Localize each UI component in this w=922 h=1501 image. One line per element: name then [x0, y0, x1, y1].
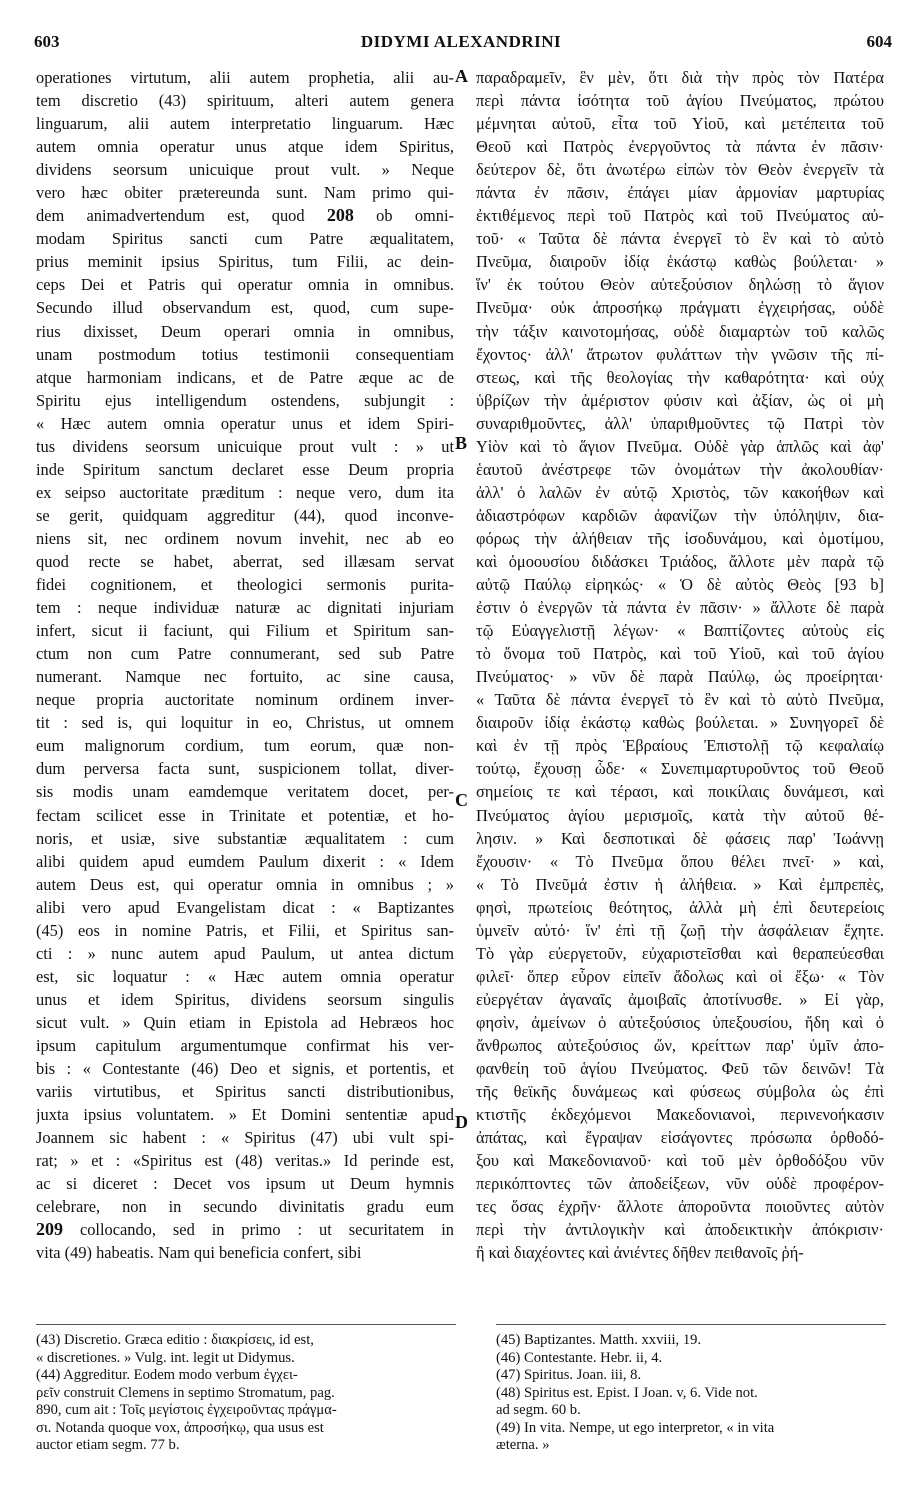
footnote-line: (47) Spiritus. Joan. iii, 8.: [496, 1367, 642, 1383]
footnote-line: ρεῖν construit Clemens in septimo Stromatum, pag.: [36, 1384, 335, 1401]
footnote-line: ad segm. 60 b.: [496, 1402, 581, 1418]
greek-text-line: φησὶ, πρωτείοις θεότητος, ἀλλὰ μὴ ἐπὶ δευτερείοις: [476, 897, 884, 917]
latin-text-line: neque propria auctoritate nominum ordinem inver-: [36, 690, 454, 710]
latin-text-line: ex seipso auctoritate præditum : neque vero, dum ita: [36, 482, 454, 502]
greek-text-line: φησὶν, ἀμείνων ὁ αὐτεξούσιος ὑπεξουσίου, ἤδη καὶ ὁ: [476, 1012, 884, 1032]
greek-text-line: ἀδιαστρόφων καρδιῶν ἀφανίζων τὴν ὑπόληψιν, δια-: [476, 505, 884, 525]
page-header: [0, 30, 922, 58]
latin-text-line: numerant. Namque nec fortuito, ac sine causa,: [36, 667, 454, 687]
greek-text-line: πάντα ἐν πᾶσιν, ἐπάγει μίαν ἁρμονίαν μαρτυρίας: [476, 183, 884, 203]
segment-number: 208: [326, 205, 354, 226]
latin-text-line: tem : neque individuæ naturæ ac dignitati injuriam: [36, 598, 454, 618]
latin-text-line: tem discretio (43) spirituum, alteri autem genera: [36, 91, 454, 111]
footnote-line: æterna. »: [496, 1437, 550, 1453]
greek-text-line: συναριθμοῦντες, ἀλλ' ὑπαριθμοῦντες τῷ Πατρὶ τὸν: [476, 413, 884, 433]
latin-text-line: autem Deus est, qui operatur omnia in omnibus ; »: [36, 874, 454, 894]
greek-text-line: ἵν' ἐκ τούτου Θεὸν αὐτεξούσιον δηλώσῃ τὸ ἅγιον: [476, 275, 884, 295]
latin-text-line: cti : » nunc autem apud Paulum, ut antea dictum: [36, 943, 454, 963]
latin-text-line: tit : sed is, qui loquitur in eo, Christus, ut omnem: [36, 713, 454, 733]
margin-letter-a: A: [455, 66, 468, 86]
greek-text-line: ὑβρίζων τὴν ἀμέριστον φύσιν καὶ ἀξίαν, ὡς οἱ μὴ: [476, 390, 884, 410]
greek-text-line: στεως, καὶ τῆς θεολογίας τὴν καθαρότητα· καὶ οὐχ: [476, 367, 884, 387]
latin-text-line: « Hæc autem omnia operatur unus et idem Spiri-: [36, 413, 454, 433]
latin-text-line: (45) eos in nomine Patris, et Filii, et Spiritus san-: [36, 920, 454, 940]
latin-text-line: est, sic loquatur : « Hæc autem omnia operatur: [36, 966, 454, 986]
greek-text-line: ἐκτιθέμενος περὶ τοῦ Πατρὸς καὶ τοῦ Πνεύματος αὐ-: [476, 206, 884, 226]
greek-text-line: φιλεῖ· ὅπερ εὗρον εἰπεῖν ἄδολως καὶ οἱ ἔξω· « Τὸν: [476, 966, 884, 986]
footnotes-left: [36, 1332, 456, 1455]
greek-text-line: τῆς θεϊκῆς δυνάμεως καὶ φύσεως σύμβολα ὡς ἐπὶ: [476, 1082, 884, 1102]
latin-text-line: fectam scilicet esse in Trinitate et potentiæ, et ho-: [36, 805, 454, 825]
greek-text-line: Πνεύματος· » νῦν δὲ παρὰ Παύλῳ, ὡς προείρηται·: [476, 667, 884, 687]
greek-text-line: περὶ τὴν ἀντιλογικὴν καὶ ἀποδεικτικὴν ἀπόκρισιν·: [476, 1220, 884, 1240]
latin-text-line: alibi vero apud Evangelistam dicat : « Baptizantes: [36, 897, 454, 917]
greek-text-line: τῷ Εὐαγγελιστῇ λέγων· « Βαπτίζοντες αὐτοὺς εἰς: [476, 621, 884, 641]
latin-text-line: quod recte se habet, aberrat, sed illæsam servat: [36, 551, 454, 571]
latin-text-line: bis : « Contestante (46) Deo et signis, et portentis, et: [36, 1059, 454, 1079]
margin-letter-c: C: [455, 790, 468, 810]
greek-text-line: ἀπάτας, καὶ ἔγραψαν εἰσάγοντες πρόσωπα ὀρθοδό-: [476, 1128, 884, 1148]
latin-text-line: prius meminit ipsius Spiritus, tum Filii, ac dein-: [36, 252, 454, 272]
footnote-rule-right: [496, 1324, 886, 1325]
segment-number: 209: [36, 1219, 63, 1240]
greek-text-line: φόρως τὴν ἀλήθειαν τῆς ἰσοδυνάμου, καὶ ὁμοτίμου,: [476, 528, 884, 548]
footnote-line: (44) Aggreditur. Eodem modo verbum ἐγχει-: [36, 1367, 298, 1383]
latin-text-line: Joannem sic habent : « Spiritus (47) ubi vult spi-: [36, 1128, 454, 1148]
margin-letter-d: D: [455, 1112, 468, 1132]
latin-text-line: dividens seorsum unicuique prout vult. » Neque: [36, 160, 454, 180]
greek-text-line: εὐεργέταν ἀγαναῖς ἀμοιβαῖς ἀποτίνυσθε. » Εἰ γὰρ,: [476, 989, 884, 1009]
greek-text-line: παραδραμεῖν, ἓν μὲν, ὅτι διὰ τὴν πρὸς τὸν Πατέρα: [476, 68, 884, 87]
latin-text-line: se gerit, quidquam aggreditur (44), quod inconve-: [36, 505, 454, 525]
footnote-line: (46) Contestante. Hebr. ii, 4.: [496, 1349, 663, 1366]
latin-text-line: rat; » et : «Spiritus est (48) veritas.» Id perinde est,: [36, 1151, 454, 1171]
greek-text-line: αὐτῷ Παύλῳ εἰρηκώς· « Ὁ δὲ αὐτὸς Θεὸς [93 b]: [476, 575, 884, 595]
latin-text-line: rius dixisset, Deum operari omnia in omnibus,: [36, 321, 454, 341]
latin-text-line: autem omnia operatur unus atque idem Spiritus,: [36, 137, 454, 157]
latin-text-line: ceps Dei et Patris qui operatur omnia in omnibus.: [36, 275, 454, 295]
running-title: DIDYMI ALEXANDRINI: [360, 32, 562, 51]
latin-text-line: alibi quidem apud eumdem Paulum dixerit : « Idem: [36, 851, 454, 871]
latin-text-line: eum malignorum cordium, tum eorum, quæ non-: [36, 736, 454, 756]
greek-text-line: ὑμνεῖν αὐτό· ἵν' ἐπὶ τῇ ζωῇ τὴν ἀσφάλειαν ἔχητε.: [476, 920, 884, 940]
greek-text-line: Θεοῦ καὶ Πατρὸς ἐνεργοῦντος τὰ πάντα ἐν πᾶσιν·: [476, 137, 884, 157]
greek-text-line: ἀλλ' ὁ λαλῶν ἐν αὐτῷ Χριστὸς, τῶν κακοήθων καὶ: [476, 482, 884, 502]
greek-text-line: καὶ ὁμοουσίου διδάσκει Τριάδος, ἄλλοτε μὲν παρὰ τῷ: [476, 551, 884, 571]
margin-letter-b: B: [455, 433, 468, 453]
greek-text-line: ἔχουσιν· « Τὸ Πνεῦμα ὅπου θέλει πνεῖ· » καὶ,: [476, 851, 884, 871]
footnote-rule-left: [36, 1324, 456, 1325]
greek-text-line: τὴν τάξιν καινοτομήσας, οὐδὲ διαμαρτὼν τοῦ καλῶς: [476, 321, 884, 341]
latin-text-line: 209 collocando, sed in primo : ut securitatem in: [36, 1219, 454, 1240]
greek-text-line: καὶ ἐν τῇ πρὸς Ἑβραίους Ἐπιστολῇ τῷ κεφαλαίῳ: [476, 736, 884, 756]
latin-text-line: inde Spiritum sanctum declaret esse Deum propria: [36, 459, 454, 479]
greek-text-line: μέμνηται αὐτοῦ, εἶτα τοῦ Υἱοῦ, καὶ μετέπειτα τοῦ: [476, 114, 884, 134]
latin-text-line: unus et idem Spiritus, dividens seorsum singulis: [36, 989, 454, 1009]
latin-text-line: dum perversa facta sunt, suspicionem tollat, diver-: [36, 759, 454, 779]
greek-text-line: τοῦ· « Ταῦτα δὲ πάντα ἐνεργεῖ τὸ ἓν καὶ τὸ αὐτὸ: [476, 229, 884, 249]
latin-text-line: sis modis unam eamdemque veritatem docet, per-: [36, 782, 454, 802]
latin-column: [36, 66, 454, 1264]
footnote-line: (45) Baptizantes. Matth. xxviii, 19.: [496, 1332, 702, 1348]
latin-text-line: modam Spiritus sancti cum Patre æqualitatem,: [36, 229, 454, 249]
footnote-line: « discretiones. » Vulg. int. legit ut Didymus.: [36, 1349, 295, 1366]
greek-text-line: Υἱὸν καὶ τὸ ἅγιον Πνεῦμα. Οὐδὲ γὰρ ἁπλῶς καὶ ἀφ': [476, 436, 884, 456]
greek-text-line: περὶ πάντα ἰσότητα τοῦ ἁγίου Πνεύματος, πρώτου: [476, 91, 884, 111]
latin-text-line: juxta ipsius voluntatem. » Et Domini sententiæ apud: [36, 1105, 454, 1125]
latin-text-line: Spiritu ejus intelligendum ostendens, subjungit :: [36, 390, 454, 410]
footnote-line: (48) Spiritus est. Epist. I Joan. v, 6. Vide not.: [496, 1384, 758, 1401]
greek-text-line: περικόπτοντες τῶν ἀποδείξεων, νῦν οὐδὲ προφέρον-: [476, 1174, 884, 1194]
latin-text-line: unam postmodum totius testimonii consequentiam: [36, 344, 454, 364]
footnote-line: (49) In vita. Nempe, ut ego interpretor, « in vita: [496, 1419, 775, 1436]
latin-text-line: linguarum, alii autem interpretatio linguarum. Hæc: [36, 114, 454, 134]
greek-text-line: « Ταῦτα δὲ πάντα ἐνεργεῖ τὸ ἓν καὶ τὸ αὐτὸ Πνεῦμα,: [476, 690, 884, 710]
latin-text-line: noris, et usiæ, sive substantiæ æqualitatem : cum: [36, 828, 454, 848]
footnote-line: σι. Notanda quoque vox, ἀπροσήκῳ, qua usus est: [36, 1419, 324, 1436]
greek-text-line: Πνεῦμα· οὐκ ἀπροσήκῳ πράγματι ἐγχειρήσας, οὐδὲ: [476, 298, 884, 318]
footnote-line: auctor etiam segm. 77 b.: [36, 1437, 180, 1453]
greek-text-line: Πνεῦμα, διαιροῦν ἰδίᾳ ἑκάστῳ καθὼς βούλεται· »: [476, 252, 884, 272]
latin-text-line: vita (49) habeatis. Nam qui beneficia confert, sibi: [36, 1243, 362, 1263]
latin-text-line: Secundo illud observandum est, quod, cum supe-: [36, 298, 454, 318]
greek-text-line: φανθείη τοῦ ἁγίου Πνεύματος. Φεῦ τῶν δεινῶν! Τὰ: [476, 1059, 884, 1079]
latin-text-line: atque harmoniam indicans, et de Patre æque ac de: [36, 367, 454, 387]
latin-text-line: infert, sicut ii faciunt, qui Filium et Spiritum san-: [36, 621, 454, 641]
latin-text-line: vero hæc obiter prætereunda sunt. Nam primo qui-: [36, 183, 454, 203]
page-number-right: 604: [866, 32, 892, 51]
greek-text-line: τὸ ὄνομα τοῦ Πατρὸς, καὶ τοῦ Υἱοῦ, καὶ τοῦ ἁγίου: [476, 644, 884, 664]
footnote-line: (43) Discretio. Græca editio : διακρίσεις, id est,: [36, 1332, 314, 1348]
latin-text-line: variis virtutibus, et Spiritus sancti distributionibus,: [36, 1082, 454, 1102]
greek-text-line: ἑαυτοῦ ἀνέστρεφε τῶν ὀνομάτων τὴν ἀκολουθίαν·: [476, 459, 884, 479]
greek-text-line: σημείοις τε καὶ τέρασι, καὶ ποικίλαις δυνάμεσι, καὶ: [476, 782, 884, 802]
greek-text-line: ἄνθρωπος αὐτεξούσιος ὤν, κρείττων παρ' ὑμῖν ἀπο-: [476, 1035, 884, 1055]
latin-text-line: fidei cognitionem, et theologici sermonis purita-: [36, 575, 454, 595]
latin-text-line: niens sit, nec ordinem novum invehit, nec ab eo: [36, 528, 454, 548]
footnotes-right: [496, 1332, 886, 1455]
latin-text-line: tus dividens seorsum unicuique prout vult : » ut: [36, 436, 454, 456]
latin-text-line: ipsum capitulum argumentumque confirmat his ver-: [36, 1035, 454, 1055]
greek-text-line: ἢ καὶ διαχέοντες καὶ ἀνιέντες δῆθεν πειθανοῖς ῥή-: [476, 1243, 804, 1263]
latin-text-line: ac si diceret : Decet vos ipsum ut Deum hymnis: [36, 1174, 454, 1194]
latin-text-line: ctum non cum Patre connumerant, sed sub Patre: [36, 644, 454, 664]
greek-text-line: λησιν. » Καὶ δεσποτικαὶ δὲ φάσεις παρ' Ἰωάννῃ: [476, 828, 884, 848]
latin-text-line: operationes virtutum, alii autem prophetia, alii au-: [36, 68, 454, 87]
greek-text-line: τούτῳ, ἔχουσῃ ὧδε· « Συνεπιμαρτυροῦντος τοῦ Θεοῦ: [476, 759, 884, 779]
latin-text-line: dem animadvertendum est, quod 208 ob omni-: [36, 205, 454, 226]
greek-text-line: Τὸ γὰρ εὐεργετοῦν, εὐχαριστεῖσθαι καὶ θεραπεύεσθαι: [476, 943, 884, 963]
latin-text-line: sicut vult. » Quin etiam in Epistola ad Hebræos hoc: [36, 1012, 454, 1032]
greek-text-line: δεύτερον δὲ, ὅτι ἀνωτέρω εἰπὼν τὸν Θεὸν ἐνεργεῖν τὰ: [476, 160, 884, 180]
latin-text-line: celebrare, non in secundo divinitatis gradu eum: [36, 1197, 454, 1217]
greek-column: [476, 66, 884, 1264]
greek-text-line: « Τὸ Πνεῦμά ἐστιν ἡ ἀλήθεια. » Καὶ ἐμπρεπὲς,: [476, 874, 884, 894]
greek-text-line: ξου καὶ Μακεδονιανοῦ· καὶ τοῦ μὲν ὀρθοδόξου νῦν: [476, 1151, 884, 1171]
footnote-line: 890, cum ait : Τοῖς μεγίστοις ἐγχειροῦντας πράγμα-: [36, 1402, 337, 1418]
page-number-left: 603: [34, 32, 60, 51]
greek-text-line: ἐστιν ὁ ἐνεργῶν τὰ πάντα ἐν πᾶσιν· » ἄλλοτε δὲ παρὰ: [476, 598, 884, 618]
greek-text-line: κτιστῆς ἐκδεχόμενοι Μακεδονιανοὶ, περινενοήκασιν: [476, 1105, 884, 1125]
greek-text-line: τες ὅσας ἐχρῆν· ἄλλοτε ἀποροῦντα ποιοῦντες αὐτὸν: [476, 1197, 884, 1217]
greek-text-line: ἔχοντος· ἀλλ' ἄτρωτον φυλάττων τὴν γνῶσιν τῆς πί-: [476, 344, 884, 364]
greek-text-line: Πνεύματος ἁγίου μερισμοῖς, κατὰ τὴν αὐτοῦ θέ-: [476, 805, 884, 825]
greek-text-line: διαιροῦν ἰδίᾳ ἑκάστῳ καθὼς βούλεται. » Συνηγορεῖ δὲ: [476, 713, 884, 733]
